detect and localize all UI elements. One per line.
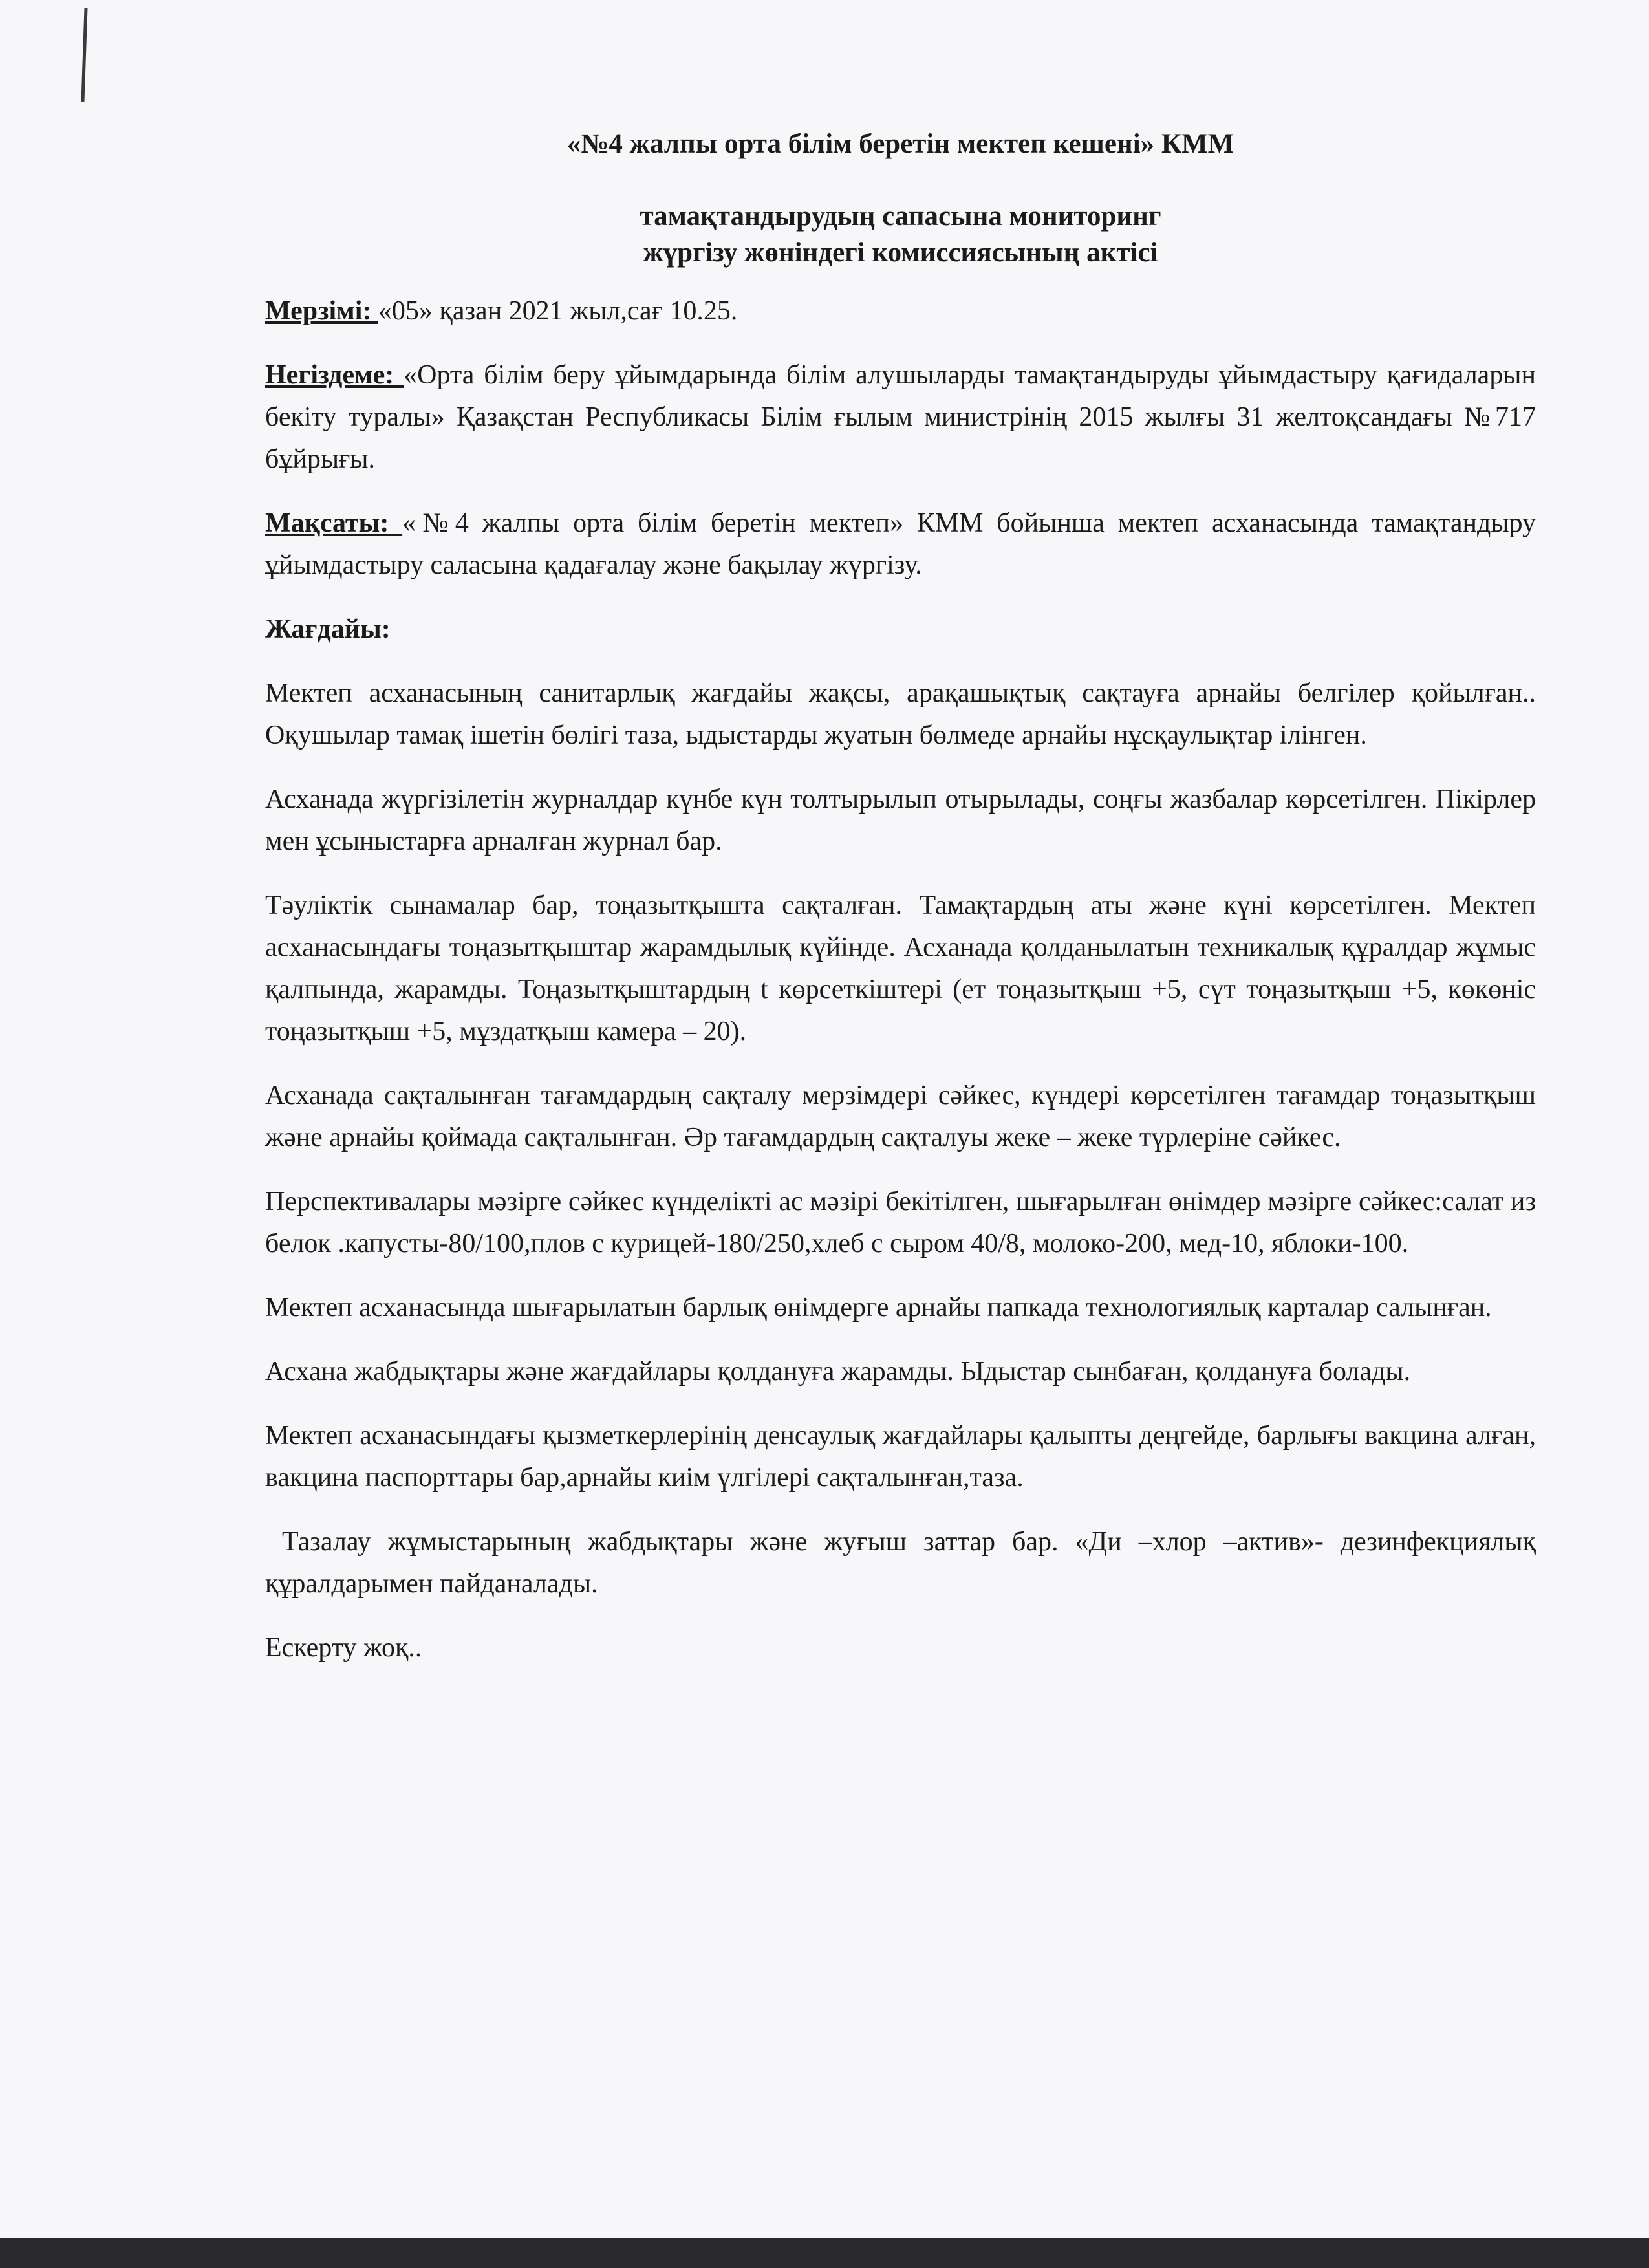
state-heading <box>265 609 1536 651</box>
body-paragraph-6: Мектеп асханасында шығарылатын барлық өнімдерге арнайы папкада технологиялық карталар салынған. <box>265 1293 1492 1323</box>
goal-paragraph <box>265 502 1536 587</box>
goal-label: Мақсаты: <box>265 508 403 538</box>
doc-title-org: «№4 жалпы орта білім беретін мектеп кешені» КММ <box>566 129 1234 159</box>
date-paragraph <box>265 290 1536 332</box>
basis-label: Негіздеме: <box>265 360 404 390</box>
body-paragraph-4: Асханада сақталынған тағамдардың сақталу мерзімдері сәйкес, күндері көрсетілген тағамдар тоңазытқыш және арнайы қоймада сақталынған. Әр тағамдардың сақталуы жеке – жеке түрлеріне сәйкес. <box>265 1081 1536 1152</box>
body-paragraph-7: Асхана жабдықтары және жағдайлары қолдануға жарамды. Ыдыстар сынбаған, қолдануға болады. <box>265 1357 1411 1387</box>
date-value: «05» қазан 2021 жыл,сағ 10.25. <box>378 296 738 326</box>
body-paragraph-5: Перспективалары мәзірге сәйкес күнделікті ас мәзірі бекітілген, шығарылған өнімдер мәзірге сәйкес:салат из белок .капусты-80/100,плов с курицей-180/250,хлеб с сыром 40/8, молоко-200, мед-10, яблоки-100. <box>265 1187 1536 1258</box>
body-paragraph-2: Асханада жүргізілетін журналдар күнбе күн толтырылып отырылады, соңғы жазбалар көрсетілген. Пікірлер мен ұсыныстарға арналған журнал бар. <box>265 784 1536 856</box>
basis-paragraph <box>265 354 1536 481</box>
pen-mark <box>81 8 87 102</box>
basis-value: «Орта білім беру ұйымдарында білім алушыларды тамақтандыруды ұйымдастыру қағидаларын бекіту туралы» Қазақстан Республикасы Білім ғылым министрінің 2015 жылғы 31 желтоқсандағы №717 бұйрығы. <box>265 360 1536 474</box>
date-label: Мерзімі: <box>265 296 378 326</box>
goal-value: «№4 жалпы орта білім беретін мектеп» КММ бойынша мектеп асханасында тамақтандыру ұйымдастыру саласына қадағалау және бақылау жүргізу. <box>265 508 1536 580</box>
scanner-background <box>0 2238 1649 2268</box>
state-label: Жағдайы: <box>265 614 391 644</box>
body-paragraph-8: Мектеп асханасындағы қызметкерлерінің денсаулық жағдайлары қалыпты деңгейде, барлығы вакцина алған, вакцина паспорттары бар,арнайы киім үлгілері сақталынған,таза. <box>265 1421 1536 1493</box>
doc-title-line-3: жүргізу жөніндегі комиссиясының актісі <box>643 237 1158 268</box>
body-paragraph-9: Тазалау жұмыстарының жабдықтары және жуғыш заттар бар. «Ди –хлор –актив»- дезинфекциялық құралдарымен пайданалады. <box>265 1527 1543 1599</box>
body-paragraph-10: Ескерту жоқ.. <box>265 1633 422 1663</box>
document-body <box>265 126 1543 1691</box>
body-paragraph-3: Тәуліктік сынамалар бар, тоңазытқышта сақталған. Тамақтардың аты және күні көрсетілген. Мектеп асханасындағы тоңазытқыштар жарамдылық күйінде. Асханада қолданылатын техникалық құралдар жұмыс қалпында, жарамды. Тоңазытқыштардың t көрсеткіштері (ет тоңазытқыш +5, сүт тоңазытқыш +5, көкөніс тоңазытқыш +5, мұздатқыш камера – 20). <box>265 891 1536 1046</box>
doc-title-line-2: тамақтандырудың сапасына мониторинг <box>640 201 1161 232</box>
body-paragraph-1: Мектеп асханасының санитарлық жағдайы жақсы, арақашықтық сақтауға арнайы белгілер қойылған.. Оқушылар тамақ ішетін бөлігі таза, ыдыстарды жуатын бөлмеде арнайы нұсқаулықтар ілінген. <box>265 678 1536 750</box>
